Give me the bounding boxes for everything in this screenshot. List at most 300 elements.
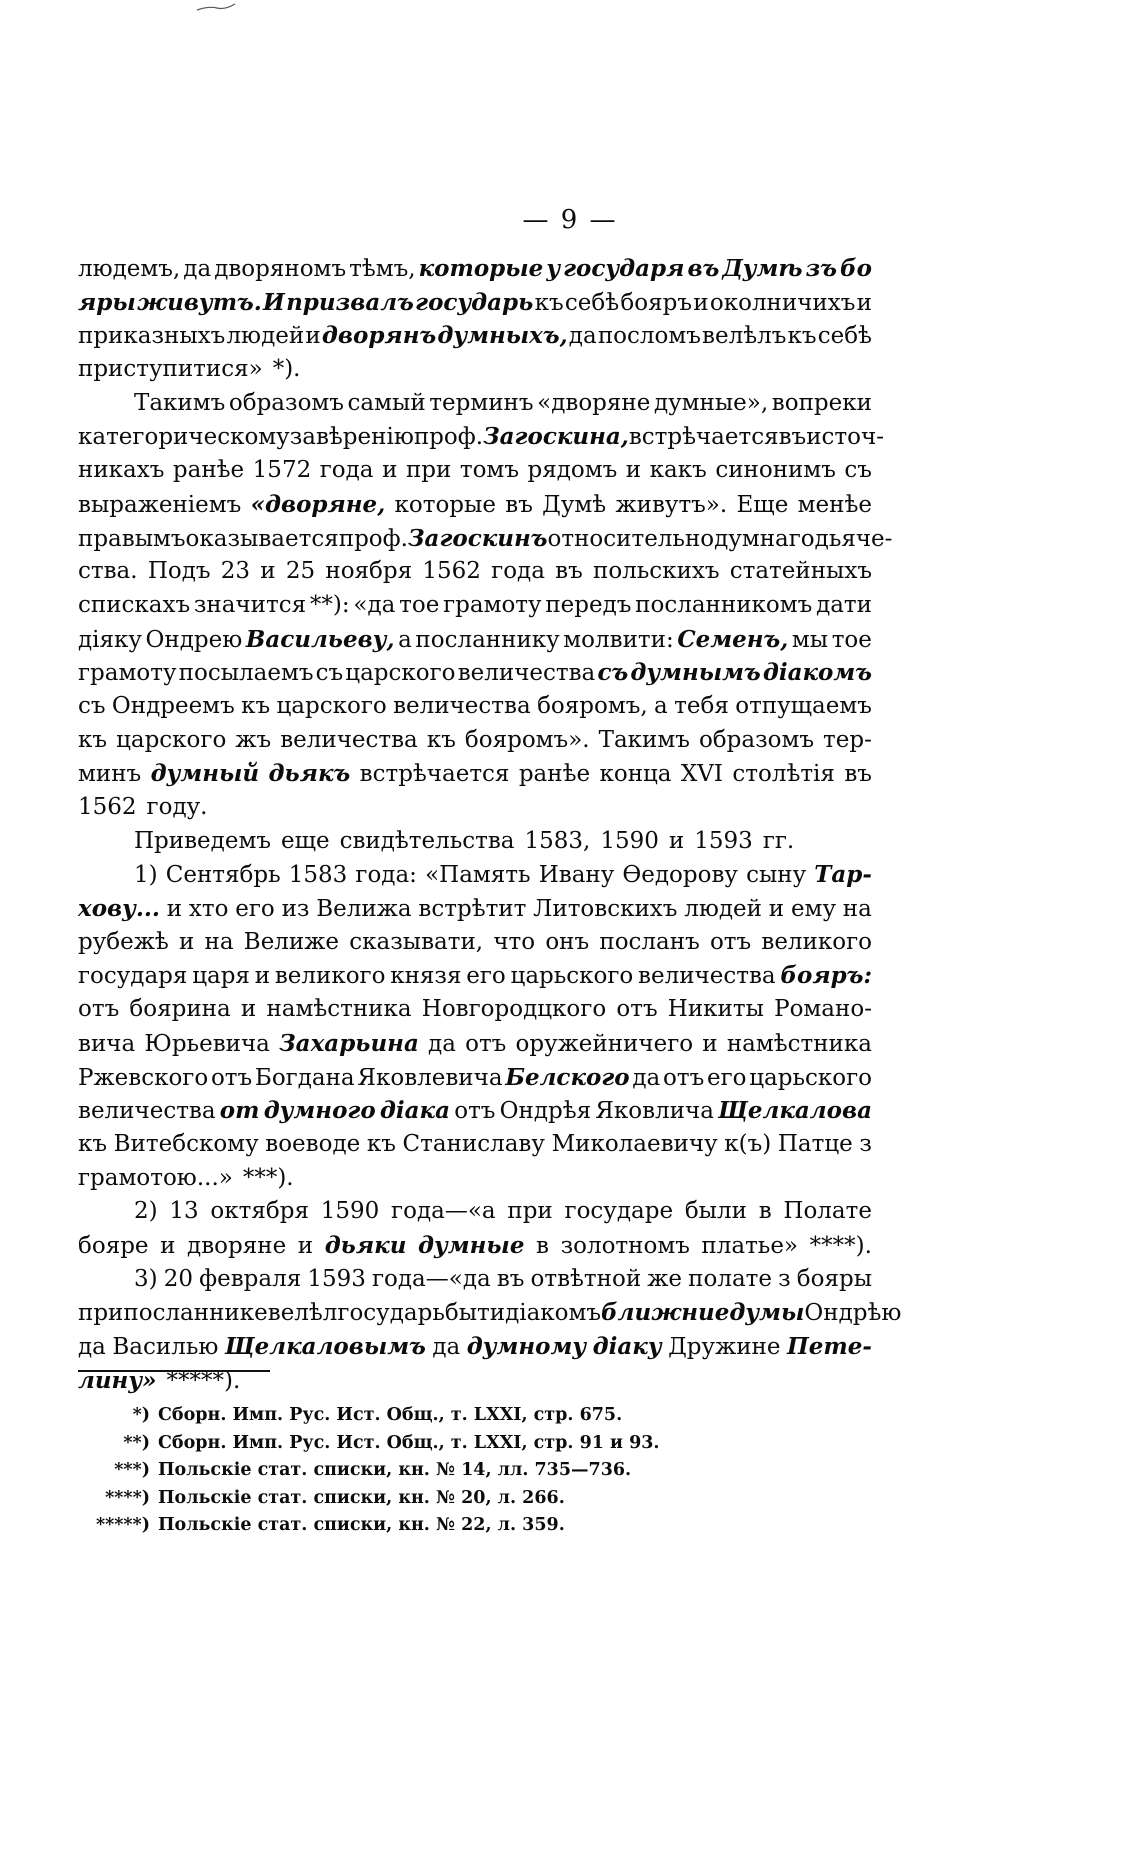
word: велѣлъ bbox=[702, 323, 787, 350]
word: «Память bbox=[425, 862, 531, 889]
text-line bbox=[78, 727, 872, 761]
italic-word: Загоскина, bbox=[483, 423, 629, 451]
word: да bbox=[632, 1064, 661, 1091]
text-line bbox=[78, 592, 872, 626]
word: съ bbox=[844, 457, 872, 484]
footnote-text: Польскіе стат. списки, кн. № 20, л. 266. bbox=[158, 1487, 565, 1508]
word: года—«а bbox=[391, 1198, 496, 1225]
word: государь bbox=[337, 1300, 445, 1327]
word: октября bbox=[210, 1198, 309, 1225]
italic-word: Щелкаловымъ bbox=[224, 1333, 426, 1360]
text-line bbox=[78, 1097, 872, 1131]
word: къ bbox=[78, 1130, 108, 1157]
word: посланнику bbox=[415, 626, 560, 653]
word: величества bbox=[393, 692, 531, 719]
word: статейныхъ bbox=[729, 558, 872, 585]
footnote-text: Польскіе стат. списки, кн. № 22, л. 359. bbox=[158, 1515, 565, 1535]
word: людей bbox=[684, 896, 762, 923]
word: сыну bbox=[746, 862, 807, 889]
word: золотномъ bbox=[560, 1232, 690, 1259]
word: въ bbox=[778, 424, 807, 451]
word: Юрьевича bbox=[144, 1030, 270, 1057]
word: ранѣе bbox=[518, 761, 591, 788]
text-line bbox=[78, 289, 872, 323]
word: были bbox=[684, 1198, 747, 1225]
word: Приведемъ bbox=[134, 827, 271, 854]
word: Подъ bbox=[147, 558, 211, 585]
word: гг. bbox=[762, 827, 795, 854]
word: рядомъ bbox=[527, 457, 618, 484]
word: царьского bbox=[749, 1064, 872, 1091]
word: правымъ bbox=[78, 525, 186, 552]
word: Дружине bbox=[668, 1334, 781, 1360]
page-number: — 9 — bbox=[522, 205, 618, 235]
word: встрѣтит bbox=[418, 896, 527, 923]
footnote-text: Сборн. Имп. Рус. Ист. Общ., т. LXXI, стр. 675. bbox=[158, 1405, 623, 1425]
word: бояръ bbox=[620, 289, 692, 316]
italic-word: яры bbox=[78, 288, 136, 316]
word: томъ bbox=[459, 457, 519, 484]
text-line bbox=[78, 828, 872, 862]
word: бояромъ, bbox=[537, 692, 648, 719]
word: ства. bbox=[78, 558, 138, 585]
footnote bbox=[78, 1515, 838, 1543]
word: князя bbox=[390, 963, 462, 990]
word: свидѣтельства bbox=[339, 827, 515, 854]
footnote-mark: ***) bbox=[114, 1460, 150, 1480]
word: посланъ bbox=[599, 928, 700, 955]
word: молвити: bbox=[563, 626, 674, 653]
word: съ bbox=[315, 660, 344, 687]
word: Богдана bbox=[254, 1064, 355, 1091]
word: отъ bbox=[709, 928, 752, 955]
word: 3) bbox=[134, 1265, 158, 1292]
text-line bbox=[78, 693, 872, 727]
italic-word: діака bbox=[379, 1097, 451, 1125]
italic-word: И bbox=[263, 288, 285, 316]
text-line bbox=[78, 1232, 872, 1266]
word: царского bbox=[345, 660, 456, 687]
word: онъ bbox=[545, 928, 590, 955]
word: и bbox=[305, 323, 321, 350]
word: менѣе bbox=[797, 491, 872, 518]
word: величества bbox=[78, 1098, 216, 1125]
word: думные», bbox=[653, 389, 769, 416]
word: и bbox=[166, 896, 183, 923]
word: з bbox=[859, 1130, 872, 1157]
word: посланнике bbox=[123, 1300, 268, 1327]
word: Ивану bbox=[538, 862, 615, 889]
word: грамоту bbox=[443, 591, 542, 618]
word: быти bbox=[444, 1300, 506, 1327]
italic-word: хову... bbox=[78, 895, 160, 923]
word: Такимъ bbox=[134, 389, 226, 416]
word: да bbox=[432, 1334, 461, 1360]
word: при bbox=[507, 1198, 553, 1225]
word: 1590 bbox=[320, 1198, 380, 1225]
word: проф. bbox=[413, 424, 484, 451]
word: 23 bbox=[220, 558, 251, 585]
word: выраженіемъ bbox=[78, 491, 242, 518]
word: 13 bbox=[169, 1198, 199, 1225]
italic-word: Васильеву, bbox=[245, 625, 395, 653]
word: и bbox=[702, 1030, 718, 1057]
word: въ bbox=[496, 1265, 525, 1292]
word: дьяче- bbox=[814, 525, 893, 552]
word: бояре bbox=[78, 1232, 149, 1259]
word: Ондреемъ bbox=[111, 692, 235, 719]
word: полате bbox=[688, 1265, 772, 1292]
word: Думѣ bbox=[542, 491, 607, 518]
word: посылаемъ bbox=[178, 660, 314, 687]
corner-pen-mark bbox=[195, 2, 237, 14]
word: величества bbox=[638, 963, 776, 990]
italic-word: Пете- bbox=[787, 1333, 872, 1360]
word: отъ bbox=[454, 1098, 496, 1125]
word: людей bbox=[226, 323, 305, 350]
word: къ bbox=[78, 726, 108, 753]
word: приступитися» bbox=[78, 356, 263, 383]
word: діяку bbox=[78, 626, 142, 653]
italic-word: бо bbox=[840, 255, 872, 282]
word: 1590 bbox=[600, 827, 659, 854]
word: оружейничего bbox=[515, 1030, 694, 1057]
italic-word: въ bbox=[687, 255, 720, 282]
word: и bbox=[178, 928, 195, 955]
word: образомъ bbox=[228, 389, 344, 416]
word: царского bbox=[116, 726, 227, 753]
word: столѣтія bbox=[732, 761, 835, 788]
word: тер- bbox=[823, 726, 872, 753]
word: царя bbox=[192, 963, 250, 990]
word: и bbox=[693, 289, 709, 316]
word: польскихъ bbox=[593, 558, 720, 585]
word: околничихъ bbox=[709, 289, 856, 316]
word: себѣ bbox=[817, 323, 872, 350]
word: и bbox=[160, 1232, 176, 1259]
word: въ bbox=[844, 761, 872, 788]
word: какъ bbox=[649, 457, 707, 484]
word: его bbox=[706, 1064, 747, 1091]
word: Сентябрь bbox=[165, 862, 281, 889]
word: и bbox=[382, 457, 398, 484]
word: живутъ». bbox=[615, 491, 728, 518]
word: и bbox=[668, 827, 685, 854]
word: посланникомъ bbox=[635, 591, 813, 618]
word: тѣмъ, bbox=[349, 256, 416, 282]
word: и bbox=[856, 289, 872, 316]
footnote-mark: *****) bbox=[95, 1515, 150, 1535]
text-line bbox=[78, 524, 893, 559]
italic-word: ближние bbox=[601, 1299, 730, 1327]
italic-word: зъ bbox=[805, 255, 837, 282]
word: Яковлевича bbox=[357, 1064, 503, 1091]
word: государя bbox=[78, 963, 188, 990]
text-line bbox=[78, 996, 872, 1030]
word: и bbox=[260, 558, 276, 585]
text-line bbox=[78, 1266, 872, 1300]
word: Велижа bbox=[316, 896, 412, 923]
word: 1562 bbox=[78, 794, 137, 820]
italic-word: діаку bbox=[592, 1333, 662, 1360]
text-line bbox=[78, 457, 872, 491]
word: боярина bbox=[129, 996, 231, 1023]
word: Витебскому bbox=[113, 1130, 259, 1157]
word: ему bbox=[790, 896, 836, 923]
word: 1583, bbox=[524, 827, 591, 854]
footnote-mark: **) bbox=[123, 1432, 150, 1453]
word: Полате bbox=[783, 1198, 872, 1225]
word: Ржевского bbox=[78, 1064, 209, 1091]
italic-word: думному bbox=[466, 1333, 587, 1360]
italic-word: Тар- bbox=[814, 861, 872, 889]
italic-word: думы bbox=[729, 1299, 805, 1327]
word: передъ bbox=[545, 591, 632, 618]
word: 25 bbox=[285, 558, 316, 585]
word: еще bbox=[280, 827, 330, 854]
word: вича bbox=[78, 1030, 136, 1057]
word: и bbox=[240, 996, 257, 1023]
word: *****). bbox=[166, 1367, 241, 1394]
word: на bbox=[204, 928, 234, 955]
footnote bbox=[78, 1460, 838, 1488]
footnote-separator bbox=[78, 1370, 270, 1372]
italic-word: думнымъ bbox=[630, 659, 761, 687]
italic-word: бояръ: bbox=[780, 962, 872, 990]
word: да bbox=[568, 323, 597, 350]
word: и bbox=[768, 896, 785, 923]
word: тое bbox=[399, 591, 440, 618]
word: года bbox=[319, 457, 374, 484]
word: *). bbox=[272, 356, 301, 383]
word: тебя bbox=[674, 692, 729, 719]
word: себѣ bbox=[564, 289, 620, 316]
word: года bbox=[491, 558, 545, 585]
word: царьского bbox=[510, 963, 634, 990]
text-line bbox=[78, 626, 872, 660]
word: Ѳедорову bbox=[622, 862, 738, 889]
text-line bbox=[78, 322, 872, 356]
italic-word: живутъ. bbox=[137, 288, 262, 316]
word: Станиславу bbox=[402, 1130, 545, 1157]
word: хто bbox=[188, 896, 229, 923]
word: и bbox=[297, 1232, 314, 1259]
word: дворяномъ bbox=[214, 256, 347, 282]
word: которые bbox=[394, 491, 496, 518]
word: въ bbox=[505, 491, 533, 518]
word: посломъ bbox=[597, 323, 701, 350]
word: къ bbox=[426, 726, 456, 753]
word: къ bbox=[241, 692, 271, 719]
word: грамоту bbox=[78, 660, 177, 687]
word: ***). bbox=[242, 1164, 294, 1191]
word: ранѣе bbox=[172, 457, 245, 484]
word: ноября bbox=[325, 558, 413, 585]
word: намѣстника bbox=[726, 1030, 872, 1057]
word: Такимъ bbox=[598, 726, 690, 753]
italic-word: Белского bbox=[505, 1063, 630, 1091]
word: синонимъ bbox=[715, 457, 836, 484]
word: относительно bbox=[547, 525, 715, 552]
word: а bbox=[398, 626, 412, 653]
word: к(ъ) bbox=[724, 1130, 772, 1157]
word: намѣстника bbox=[266, 996, 412, 1023]
word: царского bbox=[276, 692, 387, 719]
italic-word: Щелкалова bbox=[718, 1097, 872, 1125]
word: Ондрѣя bbox=[499, 1098, 592, 1125]
word: года: bbox=[355, 862, 417, 889]
text-line bbox=[78, 1333, 872, 1367]
word: Велиже bbox=[243, 928, 340, 955]
italic-word: у bbox=[546, 255, 561, 282]
word: ****). bbox=[809, 1232, 872, 1259]
word: воеводе bbox=[265, 1130, 361, 1157]
word: никахъ bbox=[78, 457, 165, 484]
word: значится bbox=[193, 591, 307, 618]
italic-word: дьякъ bbox=[268, 760, 351, 788]
italic-word: думные bbox=[418, 1231, 525, 1259]
italic-word: думный bbox=[150, 760, 260, 788]
word: XVI bbox=[680, 761, 723, 788]
word: вопреки bbox=[771, 389, 872, 416]
word: да bbox=[183, 256, 212, 282]
footnote-text: Польскіе стат. списки, кн. № 14, лл. 735—736. bbox=[158, 1460, 632, 1480]
word: величества bbox=[280, 726, 418, 753]
word: в bbox=[758, 1198, 772, 1225]
text-line bbox=[78, 356, 872, 390]
italic-word: съ bbox=[597, 659, 629, 687]
italic-word: думныхъ, bbox=[437, 322, 568, 350]
word: величества bbox=[457, 660, 596, 687]
word: из bbox=[281, 896, 310, 923]
main-text bbox=[78, 255, 902, 1400]
text-line bbox=[78, 962, 872, 996]
word: дворяне bbox=[187, 1232, 287, 1259]
italic-word: дьяки bbox=[324, 1231, 407, 1259]
text-line bbox=[78, 1064, 872, 1098]
word: Романо- bbox=[774, 996, 872, 1023]
text-line bbox=[78, 491, 872, 525]
word: 1593 bbox=[694, 827, 753, 854]
word: Яковлича bbox=[595, 1098, 714, 1125]
word: дати bbox=[816, 591, 872, 618]
italic-word: Думѣ bbox=[722, 255, 803, 282]
italic-word: государя bbox=[563, 255, 685, 282]
word: в bbox=[536, 1232, 549, 1259]
text-line bbox=[78, 423, 884, 457]
word: терминъ bbox=[429, 389, 534, 416]
text-line bbox=[78, 1131, 872, 1165]
word: источ- bbox=[806, 424, 884, 451]
word: встрѣчается bbox=[628, 424, 779, 451]
word: сказывати, bbox=[349, 928, 484, 955]
word: приказныхъ bbox=[78, 323, 226, 350]
word: Ондрѣю bbox=[804, 1300, 902, 1327]
word: а bbox=[654, 692, 668, 719]
word: при bbox=[405, 457, 452, 484]
word: тое bbox=[831, 626, 872, 653]
italic-word: «дворяне, bbox=[250, 490, 386, 518]
word: образомъ bbox=[698, 726, 814, 753]
word: бояры bbox=[796, 1265, 872, 1292]
italic-word: Семенъ, bbox=[677, 625, 789, 653]
text-line bbox=[78, 861, 872, 895]
word: «да bbox=[353, 591, 396, 618]
word: конца bbox=[599, 761, 672, 788]
word: 20 bbox=[163, 1265, 193, 1292]
word: государе bbox=[564, 1198, 674, 1225]
word: февраля bbox=[199, 1265, 302, 1292]
text-line bbox=[78, 1198, 872, 1232]
word: рубежѣ bbox=[78, 928, 169, 955]
text-line bbox=[78, 929, 872, 963]
word: «дворяне bbox=[537, 389, 651, 416]
italic-word: діакомъ bbox=[762, 659, 872, 687]
footnote bbox=[78, 1488, 838, 1516]
word: думнаго bbox=[714, 525, 815, 552]
word: Василью bbox=[112, 1334, 219, 1360]
text-line bbox=[78, 760, 872, 794]
word: года—«да bbox=[372, 1265, 491, 1292]
text-line bbox=[78, 390, 872, 424]
footnote-mark: ****) bbox=[105, 1487, 150, 1508]
text-line bbox=[78, 1030, 872, 1064]
word: отъ bbox=[210, 1064, 253, 1091]
footnote bbox=[78, 1405, 838, 1433]
word: отъ bbox=[616, 996, 658, 1023]
text-line bbox=[78, 659, 872, 693]
word: проф. bbox=[338, 525, 408, 552]
word: и bbox=[625, 457, 642, 484]
word: и bbox=[254, 963, 271, 990]
word: да bbox=[78, 1334, 106, 1360]
word: отъ bbox=[663, 1064, 705, 1091]
italic-word: Захарьина bbox=[279, 1029, 419, 1057]
word: встрѣчается bbox=[359, 761, 510, 788]
word: къ bbox=[366, 1130, 396, 1157]
text-line bbox=[78, 558, 872, 592]
word: спискахъ bbox=[78, 591, 191, 618]
word: отвѣтной bbox=[530, 1265, 642, 1292]
text-line bbox=[78, 1165, 872, 1199]
word: Никиты bbox=[667, 996, 764, 1023]
word: самый bbox=[347, 389, 426, 416]
word: Еще bbox=[736, 491, 789, 518]
italic-word: думного bbox=[263, 1097, 376, 1125]
word: Литовскихъ bbox=[533, 896, 678, 923]
word: съ bbox=[78, 692, 106, 719]
italic-word: лину» bbox=[78, 1366, 157, 1394]
footnotes bbox=[78, 1405, 838, 1543]
word: въ bbox=[555, 558, 583, 585]
word: платье» bbox=[701, 1232, 799, 1259]
word: къ bbox=[534, 289, 564, 316]
italic-word: от bbox=[219, 1097, 260, 1125]
word: Новгородцкого bbox=[421, 996, 607, 1023]
word: отъ bbox=[465, 1030, 507, 1057]
word: при bbox=[78, 1300, 124, 1327]
word: великого bbox=[761, 928, 872, 955]
text-line bbox=[78, 1299, 902, 1333]
word: да bbox=[428, 1030, 456, 1057]
word: з bbox=[778, 1265, 791, 1292]
word: 1583 bbox=[288, 862, 348, 889]
word: 2) bbox=[134, 1198, 158, 1225]
word: мы bbox=[791, 626, 829, 653]
footnote-mark: *) bbox=[132, 1405, 150, 1425]
italic-word: Загоскинъ bbox=[407, 524, 548, 552]
word: завѣренію bbox=[289, 424, 414, 451]
